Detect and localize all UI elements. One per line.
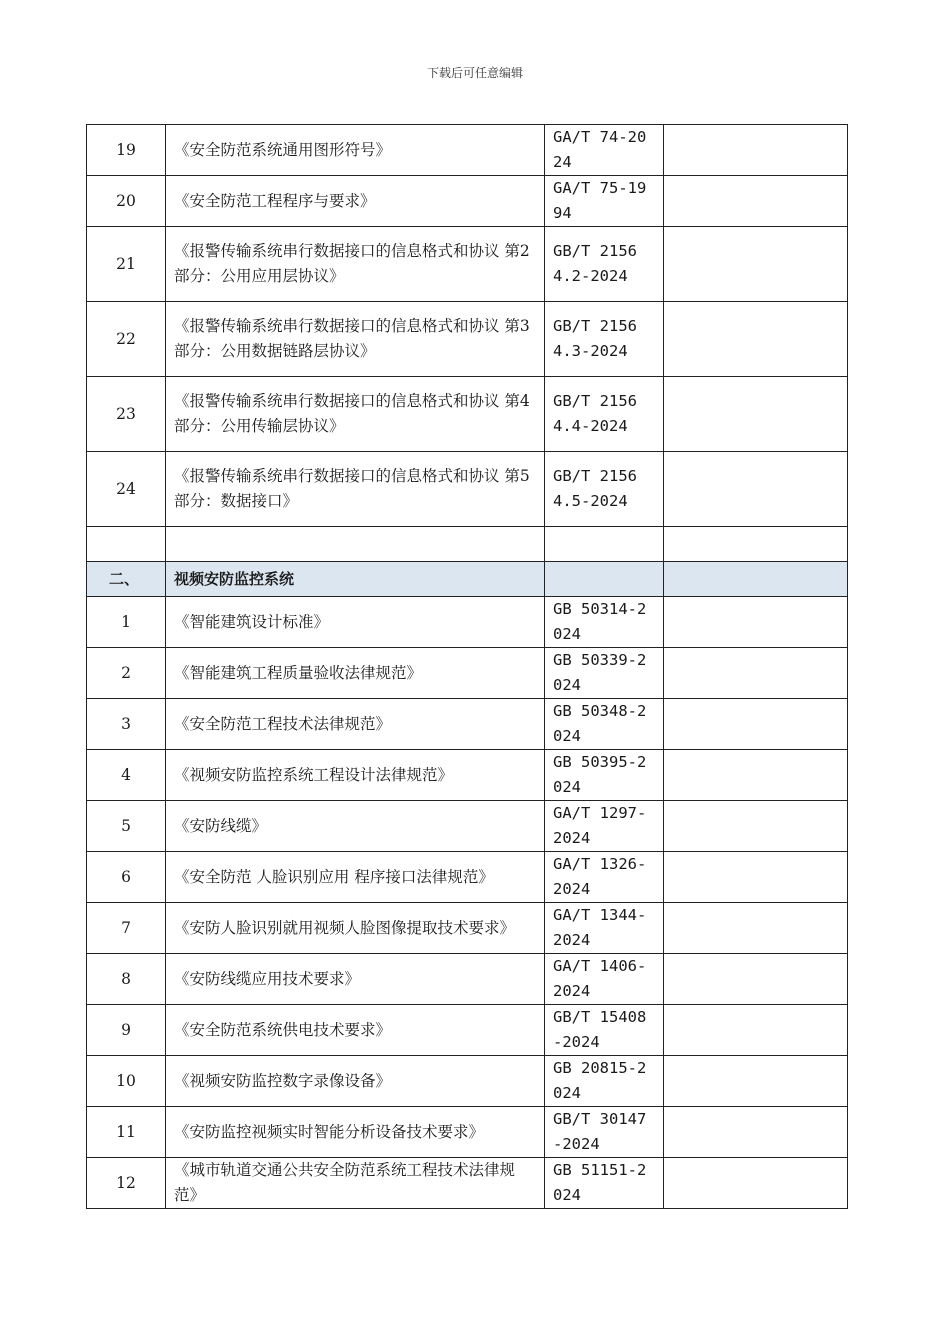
standard-name: 《报警传输系统串行数据接口的信息格式和协议 第5部分：数据接口》: [166, 452, 545, 527]
remark-cell: [664, 227, 848, 302]
standard-name: 《安防线缆应用技术要求》: [166, 954, 545, 1005]
remark-cell: [664, 1107, 848, 1158]
empty-cell: [664, 527, 848, 562]
standard-code: GB 50314-2024: [545, 597, 664, 648]
table-row: [87, 1005, 848, 1056]
table-row: [87, 597, 848, 648]
table-row: [87, 1158, 848, 1209]
standard-name: 《视频安防监控系统工程设计法律规范》: [166, 750, 545, 801]
empty-cell: [87, 527, 166, 562]
remark-cell: [664, 125, 848, 176]
table-row: [87, 903, 848, 954]
standard-code: GB/T 21564.5-2024: [545, 452, 664, 527]
standard-code: GA/T 1297-2024: [545, 801, 664, 852]
standard-name: 《安防监控视频实时智能分析设备技术要求》: [166, 1107, 545, 1158]
empty-row: [87, 527, 848, 562]
standard-name: 《安防人脸识别就用视频人脸图像提取技术要求》: [166, 903, 545, 954]
table-row: [87, 954, 848, 1005]
remark-cell: [664, 699, 848, 750]
section-title: 视频安防监控系统: [166, 562, 545, 597]
standard-name: 《安全防范工程技术法律规范》: [166, 699, 545, 750]
standard-name: 《安全防范系统供电技术要求》: [166, 1005, 545, 1056]
standard-code: GB 20815-2024: [545, 1056, 664, 1107]
row-number: 21: [87, 227, 166, 302]
row-number: 4: [87, 750, 166, 801]
row-number: 22: [87, 302, 166, 377]
row-number: 5: [87, 801, 166, 852]
row-number: 2: [87, 648, 166, 699]
standard-code: GB/T 21564.4-2024: [545, 377, 664, 452]
remark-cell: [664, 1158, 848, 1209]
row-number: 6: [87, 852, 166, 903]
empty-cell: [545, 527, 664, 562]
table-row: [87, 750, 848, 801]
table-row: [87, 801, 848, 852]
remark-cell: [664, 597, 848, 648]
remark-cell: [664, 1005, 848, 1056]
empty-cell: [166, 527, 545, 562]
row-number: 12: [87, 1158, 166, 1209]
row-number: 19: [87, 125, 166, 176]
remark-cell: [664, 302, 848, 377]
remark-cell: [664, 801, 848, 852]
empty-cell: [664, 562, 848, 597]
standard-name: 《安全防范系统通用图形符号》: [166, 125, 545, 176]
section-number: 二、: [87, 562, 166, 597]
row-number: 23: [87, 377, 166, 452]
standard-name: 《报警传输系统串行数据接口的信息格式和协议 第3部分：公用数据链路层协议》: [166, 302, 545, 377]
row-number: 11: [87, 1107, 166, 1158]
row-number: 8: [87, 954, 166, 1005]
remark-cell: [664, 1056, 848, 1107]
standard-name: 《视频安防监控数字录像设备》: [166, 1056, 545, 1107]
standard-code: GB/T 21564.3-2024: [545, 302, 664, 377]
row-number: 10: [87, 1056, 166, 1107]
table-row: [87, 176, 848, 227]
standard-name: 《报警传输系统串行数据接口的信息格式和协议 第4部分：公用传输层协议》: [166, 377, 545, 452]
table-row: [87, 648, 848, 699]
table-row: [87, 699, 848, 750]
standard-code: GB 50348-2024: [545, 699, 664, 750]
table-row: [87, 125, 848, 176]
remark-cell: [664, 954, 848, 1005]
row-number: 24: [87, 452, 166, 527]
standard-code: GB 51151-2024: [545, 1158, 664, 1209]
standard-name: 《报警传输系统串行数据接口的信息格式和协议 第2部分：公用应用层协议》: [166, 227, 545, 302]
standard-name: 《城市轨道交通公共安全防范系统工程技术法律规范》: [166, 1158, 545, 1209]
row-number: 1: [87, 597, 166, 648]
table-row: [87, 302, 848, 377]
standard-code: GA/T 75-1994: [545, 176, 664, 227]
table-row: [87, 227, 848, 302]
standard-code: GA/T 1406-2024: [545, 954, 664, 1005]
section-header-row: [87, 562, 848, 597]
table-row: [87, 452, 848, 527]
remark-cell: [664, 750, 848, 801]
standard-code: GA/T 1326-2024: [545, 852, 664, 903]
standard-name: 《安防线缆》: [166, 801, 545, 852]
row-number: 20: [87, 176, 166, 227]
standard-code: GB/T 30147-2024: [545, 1107, 664, 1158]
table-row: [87, 852, 848, 903]
remark-cell: [664, 452, 848, 527]
standard-code: GB 50395-2024: [545, 750, 664, 801]
table-row: [87, 1056, 848, 1107]
standard-code: GB/T 21564.2-2024: [545, 227, 664, 302]
standard-name: 《智能建筑工程质量验收法律规范》: [166, 648, 545, 699]
page-header: 下载后可任意编辑: [426, 66, 523, 80]
standard-code: GB/T 15408-2024: [545, 1005, 664, 1056]
empty-cell: [545, 562, 664, 597]
remark-cell: [664, 852, 848, 903]
standard-code: GA/T 1344-2024: [545, 903, 664, 954]
remark-cell: [664, 176, 848, 227]
remark-cell: [664, 648, 848, 699]
remark-cell: [664, 377, 848, 452]
remark-cell: [664, 903, 848, 954]
standard-code: GB 50339-2024: [545, 648, 664, 699]
row-number: 7: [87, 903, 166, 954]
standard-code: GA/T 74-2024: [545, 125, 664, 176]
standards-table: [86, 124, 848, 1209]
row-number: 3: [87, 699, 166, 750]
standard-name: 《安全防范工程程序与要求》: [166, 176, 545, 227]
row-number: 9: [87, 1005, 166, 1056]
table-row: [87, 377, 848, 452]
standard-name: 《智能建筑设计标准》: [166, 597, 545, 648]
table-row: [87, 1107, 848, 1158]
standard-name: 《安全防范 人脸识别应用 程序接口法律规范》: [166, 852, 545, 903]
